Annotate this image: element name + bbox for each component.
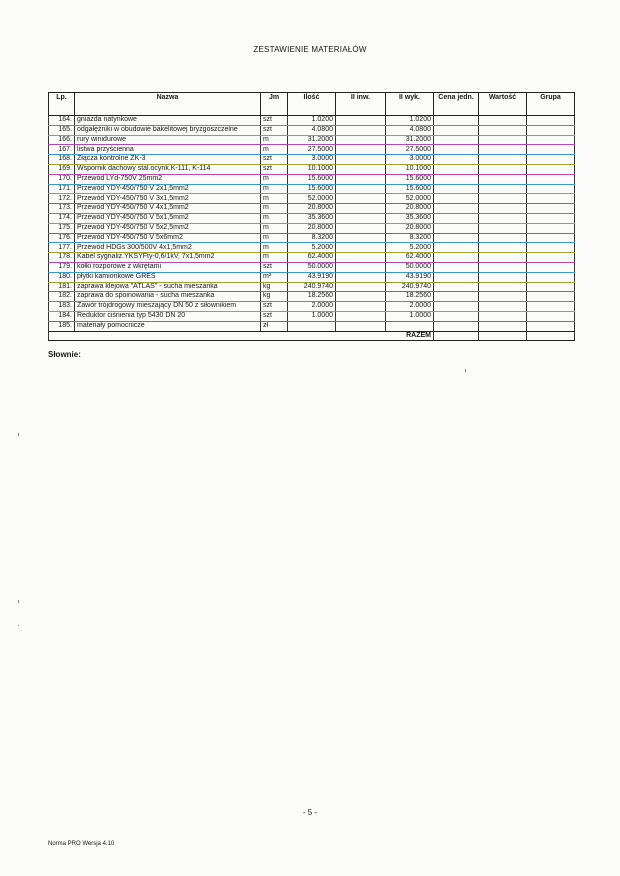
cell-jm: kg <box>261 282 288 292</box>
cell-nazwa: Przewód YDY-450/750 V 5x1,5mm2 <box>75 213 261 223</box>
cell-grupa <box>527 194 575 204</box>
cell-jm: m <box>261 233 288 243</box>
cell-nazwa: zaprawa do spoinowania - sucha mieszanka <box>75 292 261 302</box>
cell-ilosc: 2.0000 <box>288 302 336 312</box>
cell-ilosc: 240.9740 <box>288 282 336 292</box>
cell-lp: 173. <box>49 204 75 214</box>
table-header-row <box>49 93 575 116</box>
table-row <box>49 302 575 312</box>
col-header-grupa: Grupa <box>527 93 575 116</box>
cell-grupa <box>527 213 575 223</box>
table-row <box>49 116 575 126</box>
cell-cena <box>434 292 479 302</box>
cell-grupa <box>527 321 575 331</box>
table-row <box>49 272 575 282</box>
cell-inw <box>336 135 386 145</box>
cell-lp: 184. <box>49 311 75 321</box>
cell-jm: m <box>261 184 288 194</box>
cell-inw <box>336 204 386 214</box>
cell-ilosc: 27.5000 <box>288 145 336 155</box>
total-row <box>49 331 575 341</box>
cell-nazwa: Przewód LYd-750V 25mm2 <box>75 174 261 184</box>
cell-inw <box>336 292 386 302</box>
cell-inw <box>336 223 386 233</box>
cell-inw <box>336 125 386 135</box>
cell-cena <box>434 262 479 272</box>
cell-wartosc <box>479 272 527 282</box>
table-row <box>49 204 575 214</box>
cell-jm: m <box>261 174 288 184</box>
cell-ilosc: 20.8000 <box>288 204 336 214</box>
cell-ilosc: 15.6000 <box>288 184 336 194</box>
cell-inw <box>336 116 386 126</box>
col-header-lp: Lp. <box>49 93 75 116</box>
cell-nazwa: materiały pomocnicze <box>75 321 261 331</box>
cell-nazwa: odgałęźniki w obudowie bakelitowej bryzgoszczelne <box>75 125 261 135</box>
cell-jm: szt <box>261 302 288 312</box>
cell-jm: m <box>261 145 288 155</box>
cell-lp: 183. <box>49 302 75 312</box>
col-header-ilosc: Ilość <box>288 93 336 116</box>
cell-lp: 181. <box>49 282 75 292</box>
cell-wyk: 15.6000 <box>386 174 434 184</box>
cell-jm: m <box>261 213 288 223</box>
cell-cena <box>434 125 479 135</box>
cell-lp: 165. <box>49 125 75 135</box>
cell-wyk: 20.8000 <box>386 204 434 214</box>
table-row <box>49 164 575 174</box>
cell-cena <box>434 321 479 331</box>
table-row <box>49 223 575 233</box>
cell-wyk: 10.1000 <box>386 164 434 174</box>
cell-ilosc: 43.9190 <box>288 272 336 282</box>
cell-lp: 185. <box>49 321 75 331</box>
cell-cena <box>434 253 479 263</box>
cell-lp: 167. <box>49 145 75 155</box>
cell-jm: m <box>261 204 288 214</box>
cell-jm: szt <box>261 155 288 165</box>
total-group-cell <box>527 331 575 341</box>
cell-lp: 177. <box>49 243 75 253</box>
cell-nazwa: Złącza kontrolne ZK-3 <box>75 155 261 165</box>
cell-nazwa: Przewód YDY-450/750 V 5x6mm2 <box>75 233 261 243</box>
cell-lp: 164. <box>49 116 75 126</box>
cell-lp: 171. <box>49 184 75 194</box>
cell-inw <box>336 302 386 312</box>
scan-speck <box>18 600 19 603</box>
table-row <box>49 125 575 135</box>
cell-ilosc: 1.0000 <box>288 311 336 321</box>
cell-nazwa: Wspornik dachowy stal.ocynk.K-111, K-114 <box>75 164 261 174</box>
cell-wyk: 4.0800 <box>386 125 434 135</box>
cell-jm: szt <box>261 125 288 135</box>
cell-nazwa: zaprawa klejowa "ATLAS" - sucha mieszanka <box>75 282 261 292</box>
cell-grupa <box>527 272 575 282</box>
cell-grupa <box>527 155 575 165</box>
cell-inw <box>336 243 386 253</box>
cell-wartosc <box>479 145 527 155</box>
cell-wyk: 8.3200 <box>386 233 434 243</box>
cell-inw <box>336 311 386 321</box>
col-header-cena: Cena jedn. <box>434 93 479 116</box>
cell-jm: m <box>261 135 288 145</box>
cell-grupa <box>527 311 575 321</box>
cell-inw <box>336 145 386 155</box>
cell-ilosc: 8.3200 <box>288 233 336 243</box>
cell-jm: szt <box>261 311 288 321</box>
cell-lp: 176. <box>49 233 75 243</box>
cell-nazwa: kołki rozporowe z wkrętami <box>75 262 261 272</box>
cell-inw <box>336 174 386 184</box>
cell-lp: 172. <box>49 194 75 204</box>
cell-wyk: 18.2560 <box>386 292 434 302</box>
cell-wartosc <box>479 321 527 331</box>
cell-grupa <box>527 223 575 233</box>
table-row <box>49 213 575 223</box>
cell-inw <box>336 253 386 263</box>
cell-cena <box>434 145 479 155</box>
cell-lp: 169. <box>49 164 75 174</box>
cell-grupa <box>527 262 575 272</box>
total-value-cell <box>479 331 527 341</box>
cell-inw <box>336 262 386 272</box>
cell-cena <box>434 155 479 165</box>
cell-jm: m² <box>261 272 288 282</box>
cell-ilosc: 10.1000 <box>288 164 336 174</box>
col-header-jm: Jm <box>261 93 288 116</box>
cell-nazwa: Przewód YDY-450/750 V 4x1,5mm2 <box>75 204 261 214</box>
cell-nazwa: Zawór trójdrogowy mieszający DN 50 z siłownikiem <box>75 302 261 312</box>
cell-cena <box>434 116 479 126</box>
table-row <box>49 174 575 184</box>
cell-lp: 180. <box>49 272 75 282</box>
cell-wyk: 52.0000 <box>386 194 434 204</box>
cell-cena <box>434 223 479 233</box>
cell-wartosc <box>479 311 527 321</box>
table-row <box>49 194 575 204</box>
cell-wyk: 35.3600 <box>386 213 434 223</box>
cell-wartosc <box>479 184 527 194</box>
cell-inw <box>336 194 386 204</box>
scan-speck <box>465 369 466 372</box>
total-unit-price-cell <box>434 331 479 341</box>
cell-cena <box>434 282 479 292</box>
cell-wartosc <box>479 155 527 165</box>
cell-jm: m <box>261 194 288 204</box>
cell-wartosc <box>479 116 527 126</box>
cell-wyk: 3.0000 <box>386 155 434 165</box>
cell-ilosc: 50.0000 <box>288 262 336 272</box>
cell-ilosc: 18.2560 <box>288 292 336 302</box>
cell-lp: 170. <box>49 174 75 184</box>
cell-lp: 182. <box>49 292 75 302</box>
table-row <box>49 282 575 292</box>
cell-grupa <box>527 253 575 263</box>
cell-ilosc <box>288 321 336 331</box>
cell-jm: zł <box>261 321 288 331</box>
document-title: ZESTAWIENIE MATERIAŁÓW <box>253 45 367 54</box>
cell-ilosc: 3.0000 <box>288 155 336 165</box>
cell-cena <box>434 213 479 223</box>
in-words-label: Słownie: <box>48 350 81 359</box>
cell-cena <box>434 233 479 243</box>
cell-lp: 178. <box>49 253 75 263</box>
software-footer: Norma PRO Wersja 4.10 <box>48 841 115 847</box>
cell-cena <box>434 311 479 321</box>
table-row <box>49 145 575 155</box>
cell-wyk: 240.9740 <box>386 282 434 292</box>
cell-grupa <box>527 302 575 312</box>
cell-inw <box>336 321 386 331</box>
col-header-wartosc: Wartość <box>479 93 527 116</box>
cell-cena <box>434 184 479 194</box>
cell-wartosc <box>479 223 527 233</box>
cell-nazwa: Przewód YDY-450/750 V 3x1,5mm2 <box>75 194 261 204</box>
table-body <box>49 116 575 332</box>
cell-wartosc <box>479 204 527 214</box>
cell-wartosc <box>479 302 527 312</box>
cell-wartosc <box>479 174 527 184</box>
table-row <box>49 262 575 272</box>
cell-wyk <box>386 321 434 331</box>
cell-ilosc: 5.2000 <box>288 243 336 253</box>
cell-nazwa: rury winidurowe <box>75 135 261 145</box>
cell-wartosc <box>479 213 527 223</box>
cell-inw <box>336 164 386 174</box>
page-number: - 5 - <box>302 808 318 817</box>
table-row <box>49 292 575 302</box>
cell-nazwa: gniazda natynkowe <box>75 116 261 126</box>
cell-inw <box>336 155 386 165</box>
cell-grupa <box>527 282 575 292</box>
cell-lp: 174. <box>49 213 75 223</box>
cell-grupa <box>527 135 575 145</box>
cell-lp: 175. <box>49 223 75 233</box>
cell-inw <box>336 282 386 292</box>
cell-inw <box>336 213 386 223</box>
scan-speck <box>18 433 19 436</box>
table-row <box>49 253 575 263</box>
cell-cena <box>434 174 479 184</box>
cell-wartosc <box>479 194 527 204</box>
cell-wyk: 50.0000 <box>386 262 434 272</box>
cell-nazwa: Przewód HDGs 300/500V 4x1,5mm2 <box>75 243 261 253</box>
cell-inw <box>336 272 386 282</box>
cell-grupa <box>527 145 575 155</box>
cell-wyk: 1.0200 <box>386 116 434 126</box>
cell-ilosc: 4.0800 <box>288 125 336 135</box>
cell-jm: szt <box>261 262 288 272</box>
cell-jm: m <box>261 223 288 233</box>
cell-lp: 179. <box>49 262 75 272</box>
cell-nazwa: płytki kamionkowe GRES <box>75 272 261 282</box>
cell-cena <box>434 204 479 214</box>
cell-ilosc: 31.2000 <box>288 135 336 145</box>
cell-wartosc <box>479 125 527 135</box>
cell-jm: m <box>261 243 288 253</box>
cell-lp: 166. <box>49 135 75 145</box>
cell-jm: szt <box>261 116 288 126</box>
cell-grupa <box>527 125 575 135</box>
cell-grupa <box>527 164 575 174</box>
col-header-wyk: II wyk. <box>386 93 434 116</box>
table-row <box>49 184 575 194</box>
cell-wyk: 15.6000 <box>386 184 434 194</box>
cell-grupa <box>527 116 575 126</box>
table-row <box>49 243 575 253</box>
cell-jm: szt <box>261 164 288 174</box>
cell-wartosc <box>479 262 527 272</box>
cell-wyk: 5.2000 <box>386 243 434 253</box>
cell-wyk: 1.0000 <box>386 311 434 321</box>
cell-wartosc <box>479 243 527 253</box>
cell-grupa <box>527 204 575 214</box>
cell-jm: kg <box>261 292 288 302</box>
cell-ilosc: 1.0200 <box>288 116 336 126</box>
cell-cena <box>434 302 479 312</box>
cell-cena <box>434 243 479 253</box>
cell-cena <box>434 194 479 204</box>
cell-nazwa: Przewód YDY-450/750 V 2x1,5mm2 <box>75 184 261 194</box>
cell-cena <box>434 135 479 145</box>
cell-wartosc <box>479 233 527 243</box>
cell-nazwa: Przewód YDY-450/750 V 5x2,5mm2 <box>75 223 261 233</box>
cell-wyk: 27.5000 <box>386 145 434 155</box>
cell-wyk: 31.2000 <box>386 135 434 145</box>
table-row <box>49 155 575 165</box>
cell-ilosc: 15.6000 <box>288 174 336 184</box>
scan-speck <box>18 625 19 626</box>
cell-grupa <box>527 174 575 184</box>
cell-wartosc <box>479 253 527 263</box>
cell-ilosc: 20.8000 <box>288 223 336 233</box>
cell-wyk: 20.8000 <box>386 223 434 233</box>
cell-wartosc <box>479 135 527 145</box>
table-row <box>49 321 575 331</box>
cell-cena <box>434 272 479 282</box>
cell-jm: m <box>261 253 288 263</box>
cell-wartosc <box>479 292 527 302</box>
cell-grupa <box>527 292 575 302</box>
table-row <box>49 311 575 321</box>
cell-nazwa: Reduktor ciśnienia typ 5430 DN 20 <box>75 311 261 321</box>
col-header-inw: II inw. <box>336 93 386 116</box>
materials-table <box>48 92 575 341</box>
cell-wyk: 2.0000 <box>386 302 434 312</box>
cell-wyk: 43.9190 <box>386 272 434 282</box>
cell-wartosc <box>479 282 527 292</box>
cell-wartosc <box>479 164 527 174</box>
cell-ilosc: 35.3600 <box>288 213 336 223</box>
cell-lp: 168. <box>49 155 75 165</box>
cell-nazwa: Kabel sygnaliz.YKSYFty-0,6/1kV, 7x1,5mm2 <box>75 253 261 263</box>
col-header-nazwa: Nazwa <box>75 93 261 116</box>
cell-grupa <box>527 233 575 243</box>
cell-inw <box>336 233 386 243</box>
cell-cena <box>434 164 479 174</box>
cell-wyk: 62.4000 <box>386 253 434 263</box>
cell-grupa <box>527 243 575 253</box>
table-row <box>49 233 575 243</box>
table-row <box>49 135 575 145</box>
total-label: RAZEM <box>49 331 434 341</box>
cell-grupa <box>527 184 575 194</box>
cell-ilosc: 62.4000 <box>288 253 336 263</box>
cell-nazwa: listwa przyścienna <box>75 145 261 155</box>
cell-ilosc: 52.0000 <box>288 194 336 204</box>
cell-inw <box>336 184 386 194</box>
